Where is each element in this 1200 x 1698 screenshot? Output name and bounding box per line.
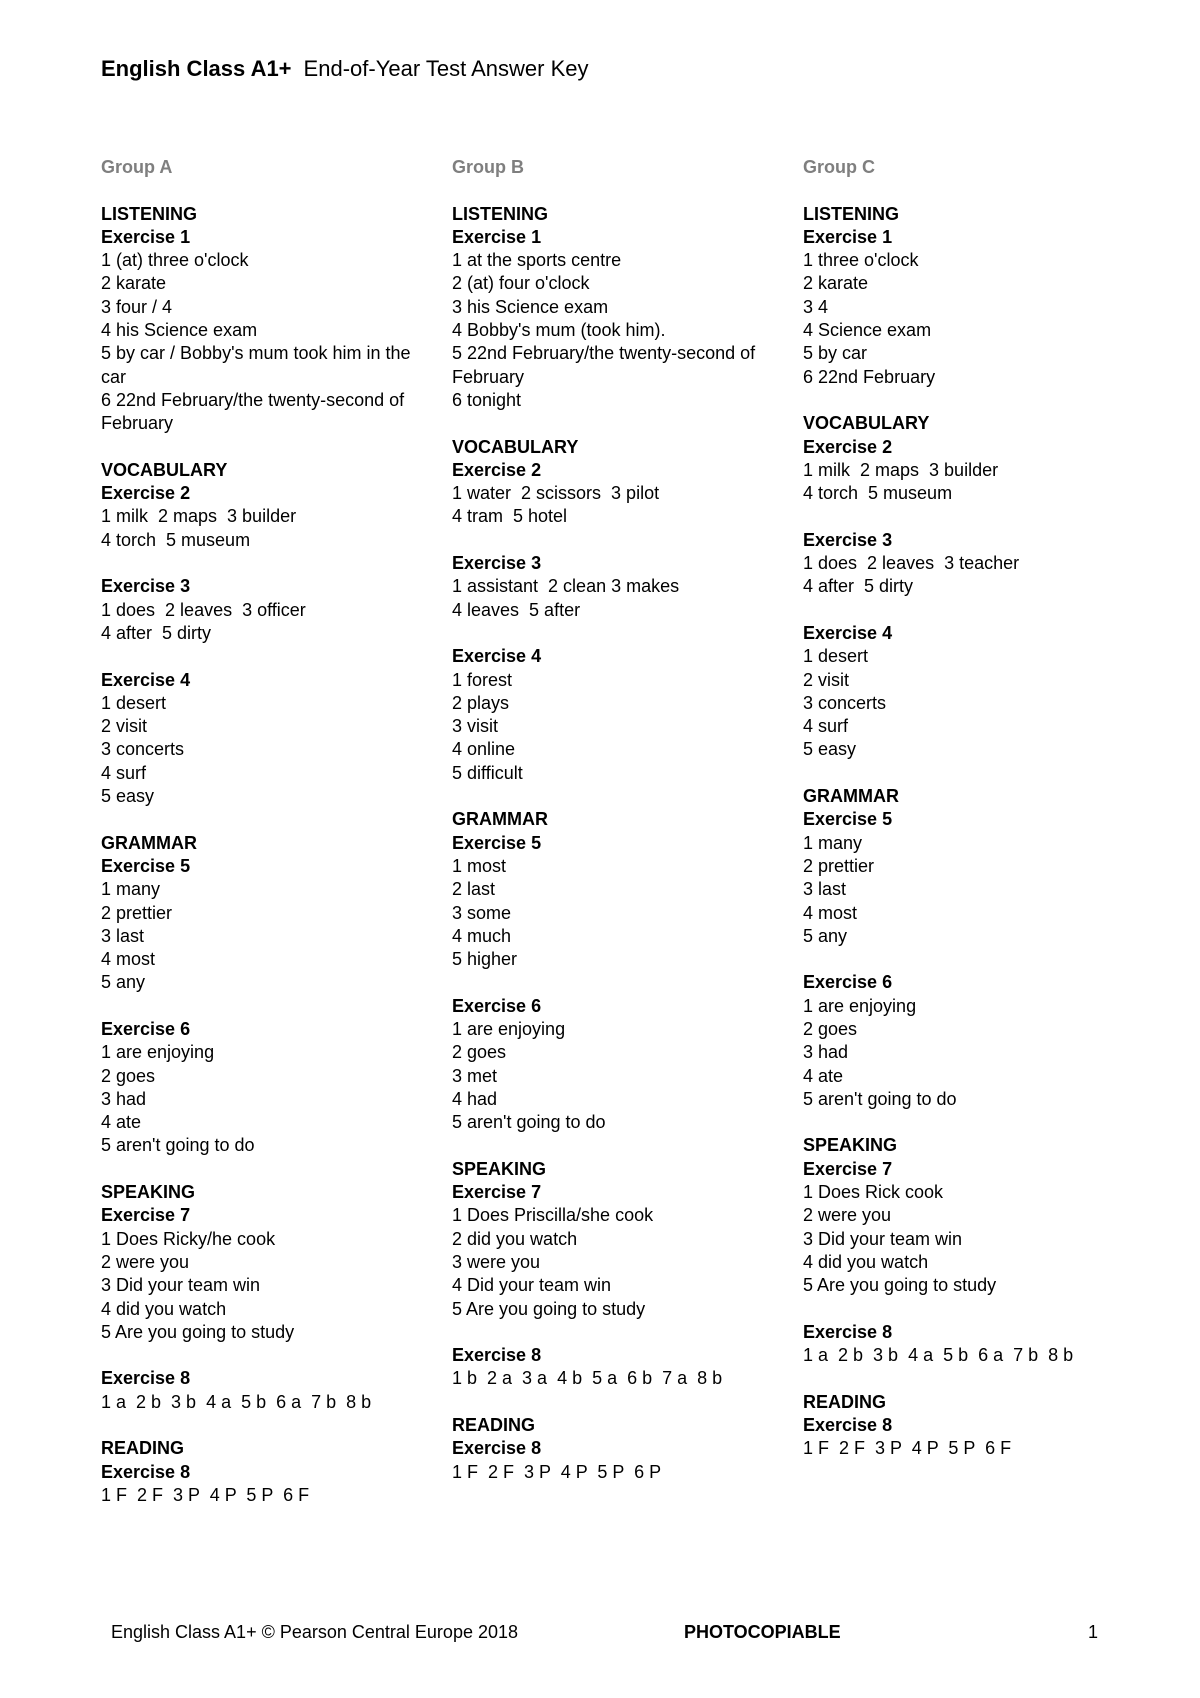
answer-line: 4 after 5 dirty bbox=[803, 576, 914, 597]
exercise-block bbox=[101, 575, 411, 645]
answer-line: 1 a 2 b 3 b 4 a 5 b 6 a 7 b 8 b bbox=[101, 1391, 372, 1412]
answer-line: 2 last bbox=[452, 879, 496, 900]
exercise-block bbox=[452, 995, 762, 1135]
exercise-title: Exercise 7 bbox=[101, 1205, 191, 1226]
answer-line: 5 any bbox=[803, 925, 848, 946]
answer-line: 4 surf bbox=[803, 716, 849, 737]
document-title: End-of-Year Test Answer Key bbox=[303, 56, 589, 81]
answer-line: 5 aren't going to do bbox=[101, 1135, 255, 1156]
answer-line: 2 goes bbox=[101, 1065, 156, 1086]
answer-line: 4 torch 5 museum bbox=[803, 483, 953, 504]
answer-line: 3 4 bbox=[803, 296, 829, 317]
answer-line: 2 prettier bbox=[803, 855, 875, 876]
section-title: READING bbox=[101, 1438, 185, 1459]
answer-line: 5 higher bbox=[452, 949, 518, 970]
answer-section bbox=[101, 1181, 411, 1414]
answer-line: 1 at the sports centre bbox=[452, 250, 622, 271]
answer-line: 2 karate bbox=[803, 273, 869, 294]
answer-line: 4 leaves 5 after bbox=[452, 599, 581, 620]
section-title: LISTENING bbox=[452, 203, 549, 224]
section-title: VOCABULARY bbox=[101, 459, 228, 480]
answer-line: 5 Are you going to study bbox=[101, 1321, 295, 1342]
answer-line: 3 were you bbox=[452, 1251, 541, 1272]
answer-section bbox=[101, 459, 411, 808]
answer-line: 3 Did your team win bbox=[101, 1275, 261, 1296]
group-title: Group C bbox=[803, 157, 875, 177]
exercise-title: Exercise 6 bbox=[452, 995, 542, 1016]
answer-line: 2 karate bbox=[101, 273, 167, 294]
answer-line: 2 did you watch bbox=[452, 1228, 578, 1249]
answer-line: 1 many bbox=[101, 879, 161, 900]
answer-line: 1 desert bbox=[101, 692, 167, 713]
answer-line: 2 visit bbox=[101, 716, 148, 737]
exercise-block bbox=[803, 808, 1113, 948]
answer-line: 3 concerts bbox=[101, 739, 185, 760]
exercise-block bbox=[101, 1461, 411, 1508]
group-column bbox=[452, 156, 762, 1507]
exercise-title: Exercise 3 bbox=[803, 529, 893, 550]
answer-line: 1 (at) three o'clock bbox=[101, 250, 249, 271]
exercise-block bbox=[101, 1367, 411, 1414]
answer-line: 4 most bbox=[101, 949, 156, 970]
answer-line: 5 easy bbox=[803, 739, 857, 760]
answer-line: 1 milk 2 maps 3 builder bbox=[803, 459, 999, 480]
section-title: GRAMMAR bbox=[452, 809, 548, 830]
answer-line: 1 assistant 2 clean 3 makes bbox=[452, 576, 680, 597]
answer-line: 1 Does Ricky/he cook bbox=[101, 1228, 276, 1249]
exercise-title: Exercise 8 bbox=[803, 1321, 893, 1342]
answer-section bbox=[803, 1391, 1113, 1461]
answer-line: 5 by car bbox=[803, 343, 868, 364]
answer-line: 4 after 5 dirty bbox=[101, 622, 212, 643]
section-title: LISTENING bbox=[101, 203, 198, 224]
exercise-block bbox=[803, 1414, 1113, 1461]
exercise-block bbox=[452, 226, 762, 412]
answer-line: 5 aren't going to do bbox=[803, 1088, 957, 1109]
course-title: English Class A1+ bbox=[101, 56, 292, 81]
exercise-block bbox=[101, 669, 411, 809]
answer-line: 3 had bbox=[101, 1088, 147, 1109]
answer-line: 3 visit bbox=[452, 716, 499, 737]
answer-line: 1 a 2 b 3 b 4 a 5 b 6 a 7 b 8 b bbox=[803, 1345, 1074, 1366]
exercise-title: Exercise 8 bbox=[803, 1415, 893, 1436]
answer-section bbox=[101, 1437, 411, 1507]
section-title: LISTENING bbox=[803, 203, 900, 224]
answer-line: 4 most bbox=[803, 902, 858, 923]
answer-line: 1 Does Priscilla/she cook bbox=[452, 1205, 654, 1226]
answer-line: 4 online bbox=[452, 739, 516, 760]
answer-line: 1 are enjoying bbox=[101, 1042, 215, 1063]
answer-line: 2 plays bbox=[452, 692, 510, 713]
exercise-block bbox=[101, 226, 416, 436]
section-title: VOCABULARY bbox=[452, 436, 579, 457]
exercise-title: Exercise 6 bbox=[803, 972, 893, 993]
answer-line: 4 Did your team win bbox=[452, 1275, 612, 1296]
answer-line: 1 F 2 F 3 P 4 P 5 P 6 P bbox=[452, 1461, 662, 1482]
exercise-block bbox=[803, 1321, 1113, 1368]
answer-line: 3 Did your team win bbox=[803, 1228, 963, 1249]
answer-section bbox=[452, 1158, 762, 1391]
answer-line: 6 22nd February/the twenty-second of February bbox=[101, 389, 410, 434]
answer-line: 6 22nd February bbox=[803, 366, 936, 387]
section-title: VOCABULARY bbox=[803, 413, 930, 434]
answer-line: 5 by car / Bobby's mum took him in the car bbox=[101, 343, 416, 387]
group-column bbox=[803, 156, 1113, 1484]
answer-line: 2 goes bbox=[803, 1018, 858, 1039]
exercise-block bbox=[803, 436, 1113, 506]
answer-line: 1 milk 2 maps 3 builder bbox=[101, 506, 297, 527]
group-column bbox=[101, 156, 416, 1531]
answer-line: 1 F 2 F 3 P 4 P 5 P 6 F bbox=[101, 1484, 310, 1505]
section-title: SPEAKING bbox=[101, 1182, 196, 1203]
answer-section bbox=[101, 203, 416, 436]
answer-line: 1 three o'clock bbox=[803, 250, 919, 271]
answer-line: 3 four / 4 bbox=[101, 296, 173, 317]
exercise-title: Exercise 8 bbox=[101, 1461, 191, 1482]
section-title: GRAMMAR bbox=[803, 786, 899, 807]
exercise-block bbox=[803, 622, 1113, 762]
answer-line: 5 any bbox=[101, 972, 146, 993]
answer-line: 4 torch 5 museum bbox=[101, 529, 251, 550]
exercise-block bbox=[803, 226, 1113, 389]
exercise-title: Exercise 8 bbox=[452, 1345, 542, 1366]
section-title: READING bbox=[452, 1415, 536, 1436]
exercise-title: Exercise 1 bbox=[101, 226, 191, 247]
exercise-block bbox=[452, 1344, 762, 1391]
answer-section bbox=[803, 1134, 1113, 1367]
answer-line: 1 water 2 scissors 3 pilot bbox=[452, 483, 660, 504]
answer-line: 1 b 2 a 3 a 4 b 5 a 6 b 7 a 8 b bbox=[452, 1368, 723, 1389]
exercise-block bbox=[101, 482, 411, 552]
exercise-title: Exercise 4 bbox=[803, 622, 893, 643]
answer-line: 4 did you watch bbox=[803, 1251, 929, 1272]
answer-line: 4 surf bbox=[101, 762, 147, 783]
answer-line: 1 forest bbox=[452, 669, 513, 690]
answer-line: 5 22nd February/the twenty-second of February bbox=[452, 343, 761, 387]
exercise-block bbox=[101, 855, 411, 995]
answer-line: 5 easy bbox=[101, 786, 155, 807]
exercise-block bbox=[803, 1158, 1113, 1298]
exercise-title: Exercise 2 bbox=[452, 459, 542, 480]
answer-line: 1 Does Rick cook bbox=[803, 1182, 944, 1203]
exercise-title: Exercise 6 bbox=[101, 1018, 191, 1039]
exercise-block bbox=[803, 971, 1113, 1111]
answer-line: 3 last bbox=[101, 925, 145, 946]
answer-line: 3 his Science exam bbox=[452, 296, 609, 317]
group-title: Group B bbox=[452, 157, 524, 177]
answer-line: 2 visit bbox=[803, 669, 850, 690]
answer-line: 4 did you watch bbox=[101, 1298, 227, 1319]
section-title: SPEAKING bbox=[452, 1158, 547, 1179]
answer-line: 5 aren't going to do bbox=[452, 1112, 606, 1133]
exercise-title: Exercise 8 bbox=[452, 1438, 542, 1459]
answer-line: 4 Bobby's mum (took him). bbox=[452, 320, 666, 341]
exercise-title: Exercise 8 bbox=[101, 1368, 191, 1389]
answer-line: 2 prettier bbox=[101, 902, 173, 923]
answer-line: 1 F 2 F 3 P 4 P 5 P 6 F bbox=[803, 1438, 1012, 1459]
exercise-block bbox=[452, 832, 762, 972]
exercise-title: Exercise 1 bbox=[803, 226, 893, 247]
copyright-notice: English Class A1+ © Pearson Central Europe 2018 bbox=[111, 1622, 519, 1642]
answer-section bbox=[452, 1414, 762, 1484]
exercise-block bbox=[452, 459, 762, 529]
answer-line: 5 difficult bbox=[452, 762, 523, 783]
answer-line: 4 much bbox=[452, 925, 512, 946]
exercise-block bbox=[452, 552, 762, 622]
answer-line: 3 met bbox=[452, 1065, 498, 1086]
exercise-title: Exercise 2 bbox=[101, 483, 191, 504]
exercise-title: Exercise 4 bbox=[452, 646, 542, 667]
exercise-title: Exercise 2 bbox=[803, 436, 893, 457]
section-title: GRAMMAR bbox=[101, 832, 197, 853]
exercise-title: Exercise 5 bbox=[803, 809, 893, 830]
answer-line: 2 (at) four o'clock bbox=[452, 273, 590, 294]
answer-line: 4 his Science exam bbox=[101, 320, 258, 341]
answer-line: 4 ate bbox=[101, 1112, 142, 1133]
answer-line: 5 Are you going to study bbox=[803, 1275, 997, 1296]
exercise-title: Exercise 5 bbox=[452, 832, 542, 853]
exercise-title: Exercise 3 bbox=[101, 576, 191, 597]
answer-section bbox=[101, 832, 411, 1158]
answer-section bbox=[452, 203, 762, 413]
answer-line: 1 are enjoying bbox=[803, 995, 917, 1016]
exercise-block bbox=[803, 529, 1113, 599]
exercise-block bbox=[101, 1018, 411, 1158]
section-title: READING bbox=[803, 1391, 887, 1412]
answer-line: 5 Are you going to study bbox=[452, 1298, 646, 1319]
answer-line: 6 tonight bbox=[452, 389, 522, 410]
answer-line: 2 were you bbox=[101, 1251, 190, 1272]
page-number: 1 bbox=[1088, 1622, 1099, 1642]
answer-line: 4 had bbox=[452, 1088, 498, 1109]
group-title: Group A bbox=[101, 157, 173, 177]
answer-line: 1 are enjoying bbox=[452, 1018, 566, 1039]
exercise-title: Exercise 7 bbox=[452, 1182, 542, 1203]
answer-line: 3 some bbox=[452, 902, 512, 923]
exercise-title: Exercise 1 bbox=[452, 226, 542, 247]
exercise-block bbox=[101, 1204, 411, 1344]
answer-line: 2 were you bbox=[803, 1205, 892, 1226]
answer-section bbox=[803, 785, 1113, 1111]
page-header bbox=[101, 54, 588, 84]
answer-line: 1 does 2 leaves 3 officer bbox=[101, 599, 306, 620]
exercise-block bbox=[452, 645, 762, 785]
exercise-title: Exercise 3 bbox=[452, 553, 542, 574]
answer-line: 3 last bbox=[803, 879, 847, 900]
exercise-title: Exercise 5 bbox=[101, 855, 191, 876]
answer-section bbox=[452, 436, 762, 785]
answer-line: 1 desert bbox=[803, 646, 869, 667]
answer-line: 1 most bbox=[452, 855, 507, 876]
answer-section bbox=[803, 203, 1113, 389]
answer-section bbox=[452, 808, 762, 1134]
exercise-block bbox=[452, 1437, 762, 1484]
answer-line: 4 ate bbox=[803, 1065, 844, 1086]
section-title: SPEAKING bbox=[803, 1135, 898, 1156]
answer-line: 3 concerts bbox=[803, 692, 887, 713]
answer-line: 4 Science exam bbox=[803, 320, 932, 341]
answer-line: 4 tram 5 hotel bbox=[452, 506, 568, 527]
answer-section bbox=[803, 412, 1113, 761]
photocopiable-label: PHOTOCOPIABLE bbox=[684, 1622, 841, 1642]
answer-line: 1 many bbox=[803, 832, 863, 853]
exercise-title: Exercise 4 bbox=[101, 669, 191, 690]
exercise-block bbox=[452, 1181, 762, 1321]
answer-line: 3 had bbox=[803, 1042, 849, 1063]
answer-line: 1 does 2 leaves 3 teacher bbox=[803, 553, 1020, 574]
exercise-title: Exercise 7 bbox=[803, 1158, 893, 1179]
answer-line: 2 goes bbox=[452, 1042, 507, 1063]
